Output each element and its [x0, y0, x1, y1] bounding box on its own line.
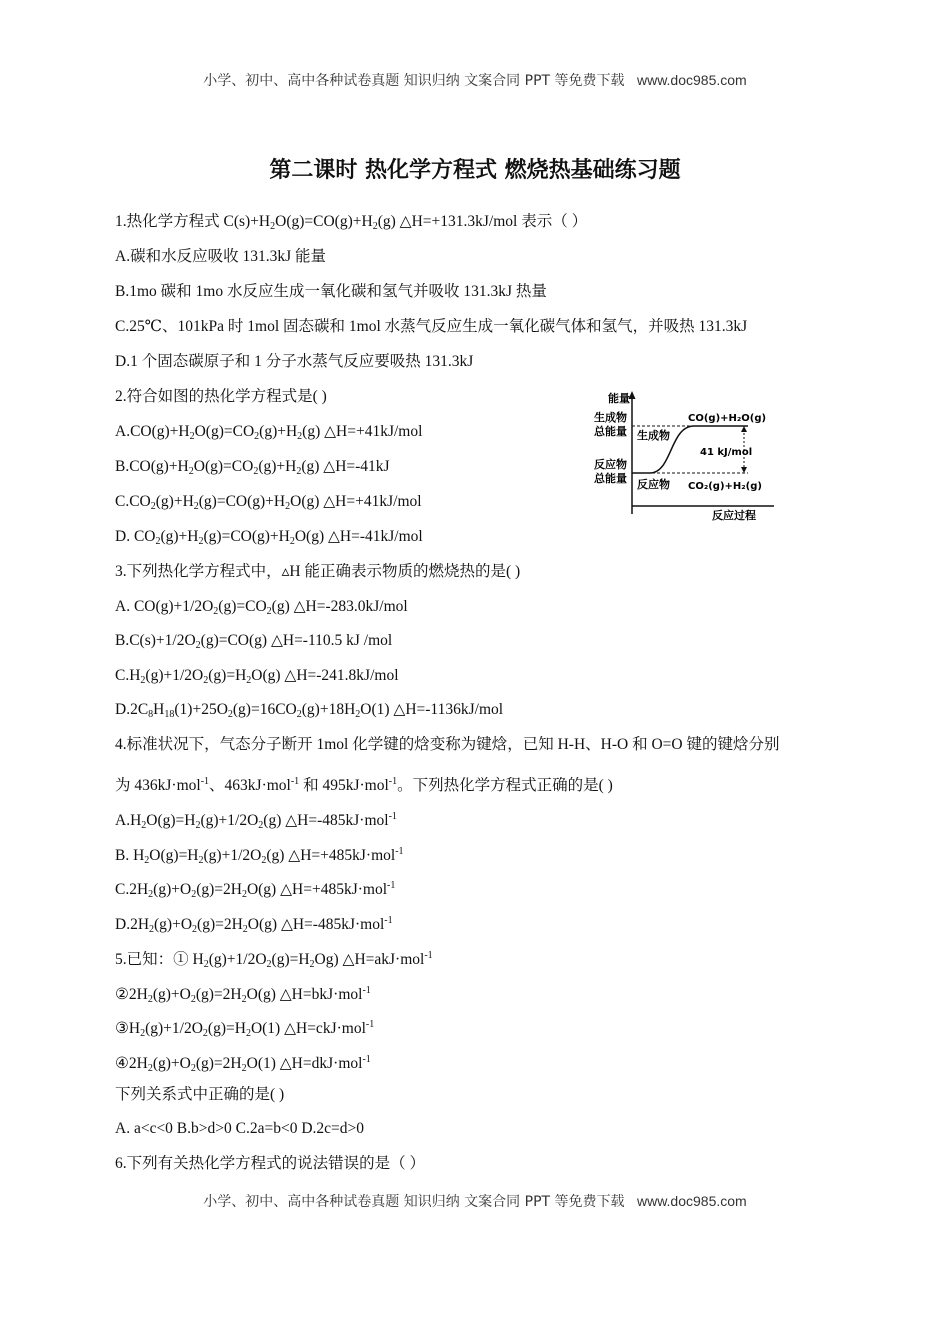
q3-option-a: A. $CO(g)+1/2O_2(g)=CO_2(g)$ △H=-283.0kJ/mol: [115, 598, 408, 617]
product-formula: CO(g)+H₂O(g): [688, 413, 767, 424]
q3-option-b: $B.C(s)+1/2O_2(g)=CO(g)$ △H=-110.5 kJ /mol: [115, 632, 393, 651]
q3-stem: 3.下列热化学方程式中，▵H 能正确表示物质的燃烧热的是( ): [115, 563, 521, 580]
x-axis-label: 反应过程: [712, 509, 756, 522]
header-url[interactable]: www.doc985.com: [636, 72, 747, 88]
q1-option-d: D.1 个固态碳原子和 1 分子水蒸气反应要吸热 131.3kJ: [115, 353, 474, 370]
q2-option-b: $B.CO(g)+H_2O(g)=CO_2(g)+H_2(g)$ △H=-41kJ: [115, 458, 390, 477]
q2-option-d: D. $CO_2(g)+H_2(g)=CO(g)+H_2O(g)$ △H=-41kJ/mol: [115, 528, 423, 547]
reactant-energy-label-2: 总能量: [594, 472, 627, 485]
q3-option-d: $D.2C_8H_{18}(1)+25O_2(g)=16CO_2(g)+18H_2O(1)$ △H=-1136kJ/mol: [115, 701, 504, 720]
reactant-tag: 反应物: [637, 478, 670, 491]
delta-arrow-up: [741, 426, 747, 432]
product-energy-label-1: 生成物: [594, 411, 627, 424]
q5-options: A. a<c<0 B.b>d>0 C.2a=b<0 D.2c=d>0: [115, 1120, 365, 1137]
q2-option-c: $C.CO_2(g)+H_2(g)=CO(g)+H_2O(g)$ △H=+41kJ/mol: [115, 493, 422, 512]
q4-stem-line-2: 为 436kJ·mol$^{-1}$、463kJ·mol$^{-1}$ 和 495kJ·mol$^{-1}$。下列热化学方程式正确的是( ): [115, 776, 613, 794]
footer-text: 小学、初中、高中各种试卷真题 知识归纳 文案合同 PPT 等免费下载: [203, 1194, 625, 1210]
header-text: 小学、初中、高中各种试卷真题 知识归纳 文案合同 PPT 等免费下载: [203, 73, 625, 89]
q4-option-a: $A.H_2O(g)=H_2(g)+1/2O_2(g)$ △H=-485kJ·mol$^{-1}$: [115, 811, 397, 831]
q5-question: 下列关系式中正确的是( ): [115, 1086, 285, 1103]
q5-eq-4: $④2H_2(g)+O_2(g)=2H_2O(1)$ △H=dkJ·mol$^{-1}$: [115, 1054, 371, 1074]
page-footer: [0, 1191, 950, 1211]
footer-url[interactable]: www.doc985.com: [636, 1193, 747, 1209]
q2-stem: 2.符合如图的热化学方程式是( ): [115, 388, 327, 405]
y-axis-label: 能量: [608, 392, 630, 405]
q3-option-c: $C.H_2(g)+1/2O_2(g)=H_2O(g)$ △H=-241.8kJ/mol: [115, 667, 399, 686]
reactant-energy-label-1: 反应物: [594, 458, 627, 471]
q4-option-c: $C.2H_2(g)+O_2(g)=2H_2O(g)$ △H=+485kJ·mol$^{-1}$: [115, 880, 396, 900]
product-energy-label-2: 总能量: [594, 425, 627, 438]
page-title: 第二课时 热化学方程式 燃烧热基础练习题: [269, 158, 681, 183]
page-header: [0, 70, 950, 90]
q6-stem: 6.下列有关热化学方程式的说法错误的是（ ）: [115, 1155, 426, 1172]
q5-eq-1: 5.已知：① $H_2(g)+1/2O_2(g)=H_2Og$) △H=akJ·mol$^{-1}$: [115, 950, 433, 970]
q1-option-b: B.1mo 碳和 1mo 水反应生成一氧化碳和氢气并吸收 131.3kJ 热量: [115, 283, 547, 300]
q1-option-c: C.25℃、101kPa 时 1mol 固态碳和 1mol 水蒸气反应生成一氧化碳气体和氢气，并吸热 131.3kJ: [115, 318, 748, 335]
product-tag: 生成物: [637, 429, 670, 442]
q4-option-d: $D.2H_2(g)+O_2(g)=2H_2O(g)$ △H=-485kJ·mol$^{-1}$: [115, 915, 393, 935]
q4-stem-line-1: 4.标准状况下，气态分子断开 1mol 化学键的焓变称为键焓，已知 H-H、H-O 和 O=O 键的键焓分别: [115, 736, 780, 753]
q5-eq-2: $②2H_2(g)+O_2(g)=2H_2O(g)$ △H=bkJ·mol$^{-1}$: [115, 985, 371, 1005]
delta-arrow-down: [741, 467, 747, 473]
q4-option-b: B. $H_2O(g)=H_2(g)+1/2O_2(g)$ △H=+485kJ·mol$^{-1}$: [115, 846, 404, 866]
energy-diagram: [588, 388, 778, 522]
q1-stem: 1.热化学方程式 $C(s)+H_2O(g)=CO(g)+H_2(g)$ △H=+131.3kJ/mol 表示（ ）: [115, 213, 588, 232]
reactant-formula: CO₂(g)+H₂(g): [688, 481, 762, 492]
q2-option-a: $A.CO(g)+H_2O(g)=CO_2(g)+H_2(g)$ △H=+41kJ/mol: [115, 423, 423, 442]
q5-eq-3: $③H_2(g)+1/2O_2(g)=H_2O(1)$ △H=ckJ·mol$^{-1}$: [115, 1019, 375, 1039]
delta-label: 41 kJ/mol: [700, 447, 753, 458]
q1-option-a: A.碳和水反应吸收 131.3kJ 能量: [115, 248, 326, 265]
